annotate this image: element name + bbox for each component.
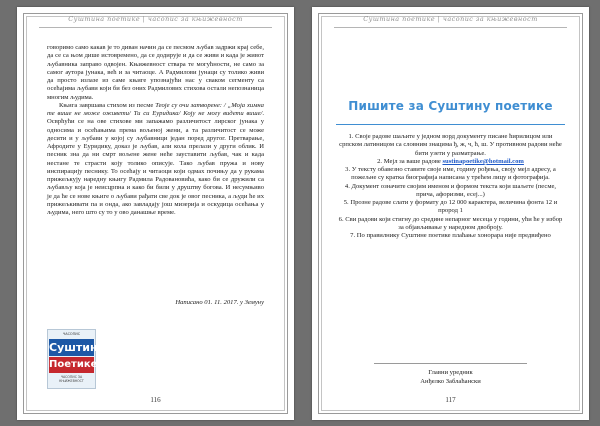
rule-item: 5. Прозне радове слати у формату до 12 000 карактера, величина фонта 12 и прород 1 bbox=[343, 199, 558, 215]
article-body bbox=[47, 44, 264, 217]
logo-subtitle: ЧАСОПИС ЗА КЊИЖЕВНОСТ bbox=[59, 375, 84, 383]
page-title: Пишите за Суштину поетике bbox=[348, 99, 553, 113]
logo-line2: Поетике bbox=[49, 357, 94, 373]
editor-name: Анђелко Заблаћански bbox=[420, 377, 481, 385]
header-divider bbox=[334, 27, 567, 28]
logo-line1: Суштина bbox=[49, 341, 106, 354]
written-date-signature: Написано 01. 11. 2017. у Земуну bbox=[175, 299, 264, 306]
rule-item: 1. Своје радове шаљите у једном ворд документу писане ћирилицом или српском латиницом са словним знацима ђ, ж, ч, ћ, ш. У противном радови неће бити узети у разматрање. bbox=[339, 133, 562, 157]
page-header: Суштина поетике | часопис за књижевност bbox=[68, 15, 243, 23]
page-number: 117 bbox=[445, 396, 456, 404]
page-header: Суштина поетике | часопис за књижевност bbox=[363, 15, 538, 23]
paragraph-intro: Књига завршава стихом из песме bbox=[59, 101, 156, 109]
article-paragraph: говоримо само какав је то диван начин да се песмом љубав задржи крај себе, да се са њом дише истовремено, да се додирује и да се живи и када је живот љубавника заправо одвојен. Књижевност ствара те могућности, не само за самог аутора јунака, већ и за читаоце. А Радмилови јунаци су толико живи да просто излазе из саме књиге упознајући нас у сваком сегменту са осећајима љубави који би без оних Радмилових стихова остали непознаница многим људима. bbox=[47, 44, 264, 101]
signature-divider bbox=[374, 363, 527, 364]
header-divider bbox=[39, 27, 272, 28]
rule-item: 6. Сви радови који стигну до средине непарног месеца у години, ући ће у избор за објављивање у наредном двоброју. bbox=[338, 215, 563, 231]
magazine-logo bbox=[47, 329, 106, 389]
right-page bbox=[312, 7, 589, 420]
left-page bbox=[17, 7, 294, 420]
rule-item: 7. По правилнику Суштине поетике плаћање хонорара није предвиђено bbox=[350, 232, 551, 239]
email-link[interactable]: sustinapoetike@hotmail.com bbox=[442, 157, 524, 165]
quoted-verse: Теоје су очи затворене: / „Моја химна те више не може оживети/ Ти си Еуридика/ Коју не могу видети више/ bbox=[47, 101, 264, 117]
rule-item: 3. У тексту обавезно ставите своје име, годину рођења, своју мејл адресу, а пожељне су кратка биографија написана у трећем лицу и фотографија. bbox=[345, 166, 556, 182]
logo-top-text: ЧАСОПИС bbox=[62, 332, 81, 336]
title-divider bbox=[336, 124, 565, 125]
article-paragraph bbox=[47, 102, 264, 218]
rule-email-label: 2. Мејл за ваше радове bbox=[377, 157, 443, 165]
rule-item bbox=[338, 158, 563, 166]
rule-item: 4. Документ означите својим именом и формом текста који шаљете (песме, прича, афоризми, есеј...) bbox=[344, 182, 557, 198]
editor-block bbox=[312, 369, 589, 386]
submission-rules bbox=[338, 133, 563, 240]
page-number: 116 bbox=[150, 396, 161, 404]
paragraph-rest: . Осврћући се на ове стихове ми запажамо различитост лирског јунака у односима и осећањима према вољеној жени, а та различитост се може десити и у љубави у којој су љубавници један поред другог. Претварање, Афродите у Еуридику, доказ је љубав, али кола прелази у други облик. И песник зна да ни смрт вољене жене неће зауставити љубав, чак и када нестане те страсти коју толико описује. Тако љубав пружа и нову инспирацију песнику. То осећају и читаоци који одмах почињу да у рукама прижељкују наредну књигу Радмила Радовановића, како би се дружили са љубављу која је неисцрпна и како би били у друштву богова. И несумњиво је да ће се нове књиге о љубави рађати све док је овог песника, а људи ће их прижељкивати па и онда, ако завладају још мизерија и оскудица осећања у људима, него што су то у ово данашње време. bbox=[47, 110, 264, 216]
editor-title: Главни уредник bbox=[428, 369, 473, 376]
